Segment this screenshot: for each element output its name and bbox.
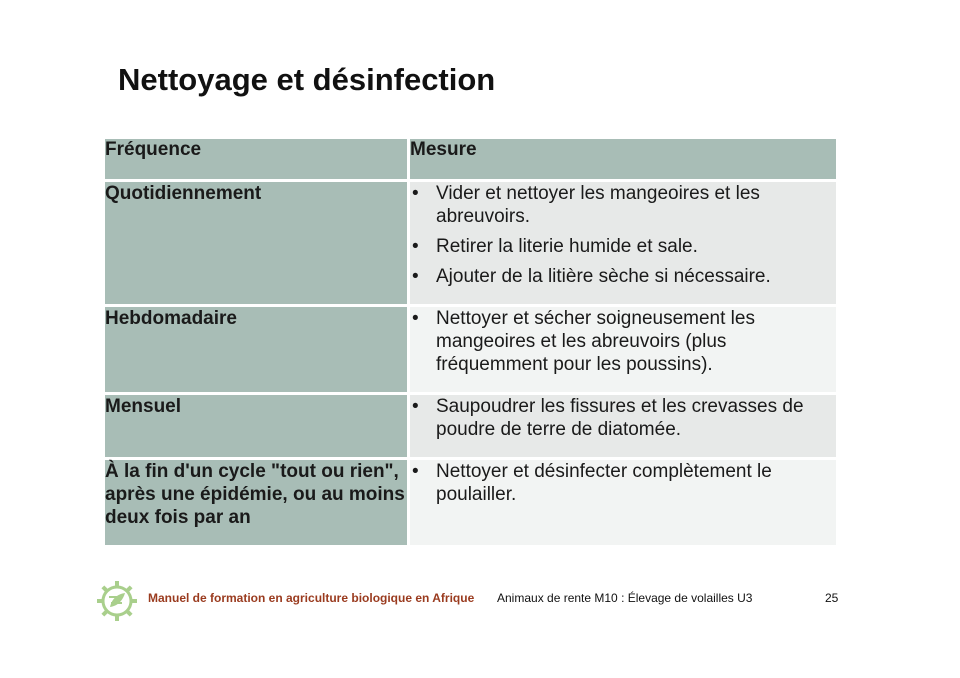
footer-module-title: Animaux de rente M10 : Élevage de volailles U3 (497, 591, 753, 605)
frequency-cell: Hebdomadaire (105, 304, 410, 392)
measure-list (410, 182, 836, 288)
measure-item: • Vider et nettoyer les mangeoires et les abreuvoirs. (410, 182, 836, 228)
measure-cell (410, 304, 836, 392)
table-header-row (105, 139, 836, 179)
measure-item: • Saupoudrer les fissures et les crevasses de poudre de terre de diatomée. (410, 395, 836, 441)
measure-cell (410, 457, 836, 545)
frequency-cell: Quotidiennement (105, 179, 410, 304)
measure-item: • Ajouter de la litière sèche si nécessaire. (410, 265, 836, 288)
measure-list (410, 395, 836, 441)
frequency-cell: À la fin d'un cycle "tout ou rien", après une épidémie, ou au moins deux fois par an (105, 457, 410, 545)
measure-list (410, 460, 836, 506)
table-row (105, 179, 836, 304)
page-title: Nettoyage et désinfection (118, 62, 496, 97)
footer-manual-title: Manuel de formation en agriculture biologique en Afrique (148, 591, 475, 605)
measure-cell (410, 179, 836, 304)
table-row (105, 392, 836, 457)
page-number: 25 (825, 591, 839, 605)
table-row (105, 457, 836, 545)
gear-leaf-logo-icon (96, 580, 138, 622)
column-header-frequency: Fréquence (105, 139, 410, 179)
measure-cell (410, 392, 836, 457)
measure-item: • Nettoyer et désinfecter complètement le poulailler. (410, 460, 836, 506)
table-row (105, 304, 836, 392)
measure-item: • Retirer la literie humide et sale. (410, 235, 836, 258)
measure-list (410, 307, 836, 376)
measure-item: • Nettoyer et sécher soigneusement les mangeoires et les abreuvoirs (plus fréquemment pour les poussins). (410, 307, 836, 376)
cleaning-schedule-table (105, 139, 836, 545)
column-header-measure: Mesure (410, 139, 836, 179)
frequency-cell: Mensuel (105, 392, 410, 457)
